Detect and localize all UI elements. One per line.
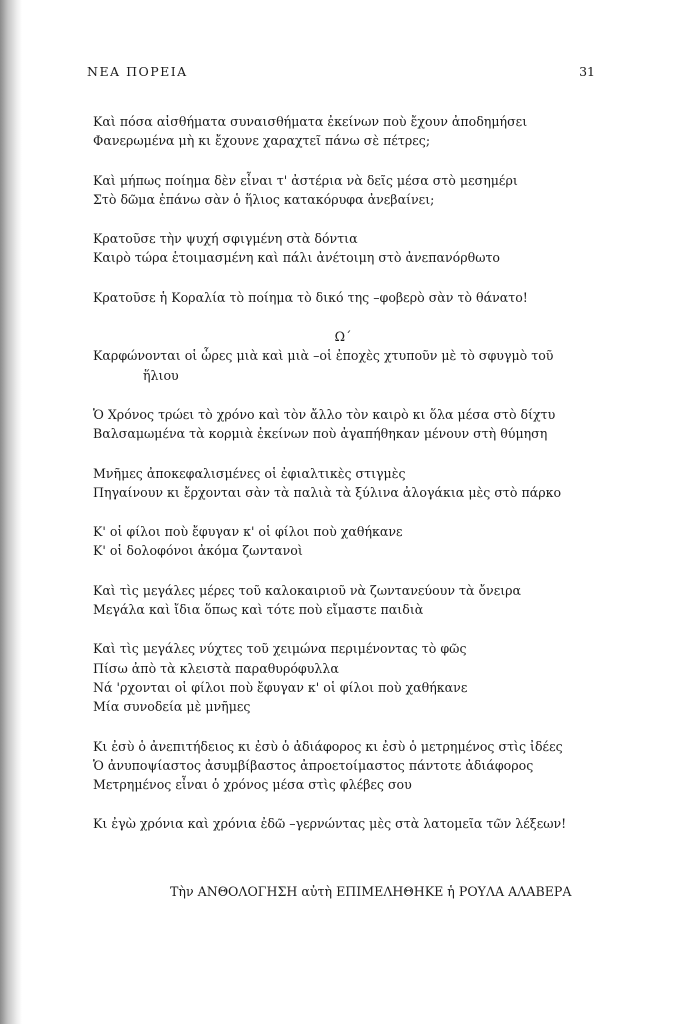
poem-line: Πηγαίνουν κι ἔρχονται σὰν τὰ παλιὰ τὰ ξύλινα ἀλογάκια μὲς στὸ πάρκο	[93, 484, 562, 500]
section-heading: Ω΄	[334, 329, 352, 345]
poem-line: Μεγάλα καὶ ἴδια ὅπως καὶ τότε ποὺ εἴμαστε παιδιὰ	[93, 602, 424, 618]
poem-line: Καὶ μήπως ποίημα δὲν εἶναι τ' ἀστέρια νὰ δεῖς μέσα στὸ μεσημέρι	[93, 172, 518, 188]
poem-line: Καρφώνονται οἱ ὧρες μιὰ καὶ μιὰ –οἱ ἐποχὲς χτυποῦν μὲ τὸ σφυγμὸ τοῦ	[93, 348, 554, 364]
journal-title: ΝΕΑ ΠΟΡΕΙΑ	[87, 64, 188, 79]
poem-line: ἥλιου	[143, 367, 179, 383]
page-number: 31	[579, 64, 595, 79]
poem-line: Μνῆμες ἀποκεφαλισμένες οἱ ἐφιαλτικὲς στιγμὲς	[93, 465, 406, 481]
poem-line: Κ' οἱ φίλοι ποὺ ἔφυγαν κ' οἱ φίλοι ποὺ χαθήκανε	[93, 524, 403, 540]
poem-line: Κρατοῦσε τὴν ψυχή σφιγμένη στὰ δόντια	[93, 231, 358, 247]
poem-line: Καὶ τὶς μεγάλες μέρες τοῦ καλοκαιριοῦ νὰ ζωντανεύουν τὰ ὄνειρα	[93, 582, 522, 598]
poem-line: Ὁ Χρόνος τρώει τὸ χρόνο καὶ τὸν ἄλλο τὸν καιρὸ κι ὅλα μέσα στὸ δίχτυ	[93, 406, 556, 422]
poem-line: Μετρημένος εἶναι ὁ χρόνος μέσα στὶς φλέβες σου	[93, 777, 412, 793]
poem-body	[93, 112, 593, 834]
poem-line: Κι ἐγὼ χρόνια καὶ χρόνια ἐδῶ –γερνώντας μὲς στὰ λατομεῖα τῶν λέξεων!	[93, 816, 567, 832]
poem-line: Καὶ τὶς μεγάλες νύχτες τοῦ χειμώνα περιμένοντας τὸ φῶς	[93, 641, 467, 657]
page-edge-shadow	[0, 0, 22, 1024]
poem-line: Κρατοῦσε ἡ Κοραλία τὸ ποίημα τὸ δικό της –φοβερὸ σὰν τὸ θάνατο!	[93, 289, 528, 305]
poem-line: Κ' οἱ δολοφόνοι ἀκόμα ζωντανοὶ	[93, 543, 303, 559]
poem-line: Μία συνοδεία μὲ μνῆμες	[93, 699, 251, 715]
poem-line: Κι ἐσὺ ὁ ἀνεπιτήδειος κι ἐσὺ ὁ ἀδιάφορος κι ἐσὺ ὁ μετρημένος στὶς ἰδέες	[93, 738, 563, 754]
poem-line: Καὶ πόσα αἰσθήματα συναισθήματα ἐκείνων ποὺ ἔχουν ἀποδημήσει	[93, 114, 528, 129]
poem-line: Φανερωμένα μὴ κι ἔχουνε χαραχτεῖ πάνω σὲ πέτρες;	[93, 133, 431, 149]
poem-line: Καιρὸ τώρα ἑτοιμασμένη καὶ πάλι ἀνέτοιμη στὸ ἀνεπανόρθωτο	[93, 250, 501, 266]
poem-line: Πίσω ἀπὸ τὰ κλειστὰ παραθυρόφυλλα	[93, 660, 339, 676]
poem-line: Ὁ ἀνυποψίαστος ἀσυμβίβαστος ἀπροετοίμαστος πάντοτε ἀδιάφορος	[93, 757, 534, 773]
poem-line: Νά 'ρχονται οἱ φίλοι ποὺ ἔφυγαν κ' οἱ φίλοι ποὺ χαθήκανε	[93, 679, 468, 695]
anthology-credit: Τὴν ΑΝΘΟΛΟΓΗΣΗ αὐτὴ ΕΠΙΜΕΛΗΘΗΚΕ ἡ ΡΟΥΛΑ ΑΛΑΒΕΡΑ	[170, 884, 572, 899]
running-header	[87, 64, 595, 79]
poem-line: Στὸ δῶμα ἐπάνω σὰν ὁ ἥλιος κατακόρυφα ἀνεβαίνει;	[93, 191, 435, 207]
poem-line: Βαλσαμωμένα τὰ κορμιὰ ἐκείνων ποὺ ἀγαπήθηκαν μένουν στὴ θύμηση	[93, 426, 548, 442]
